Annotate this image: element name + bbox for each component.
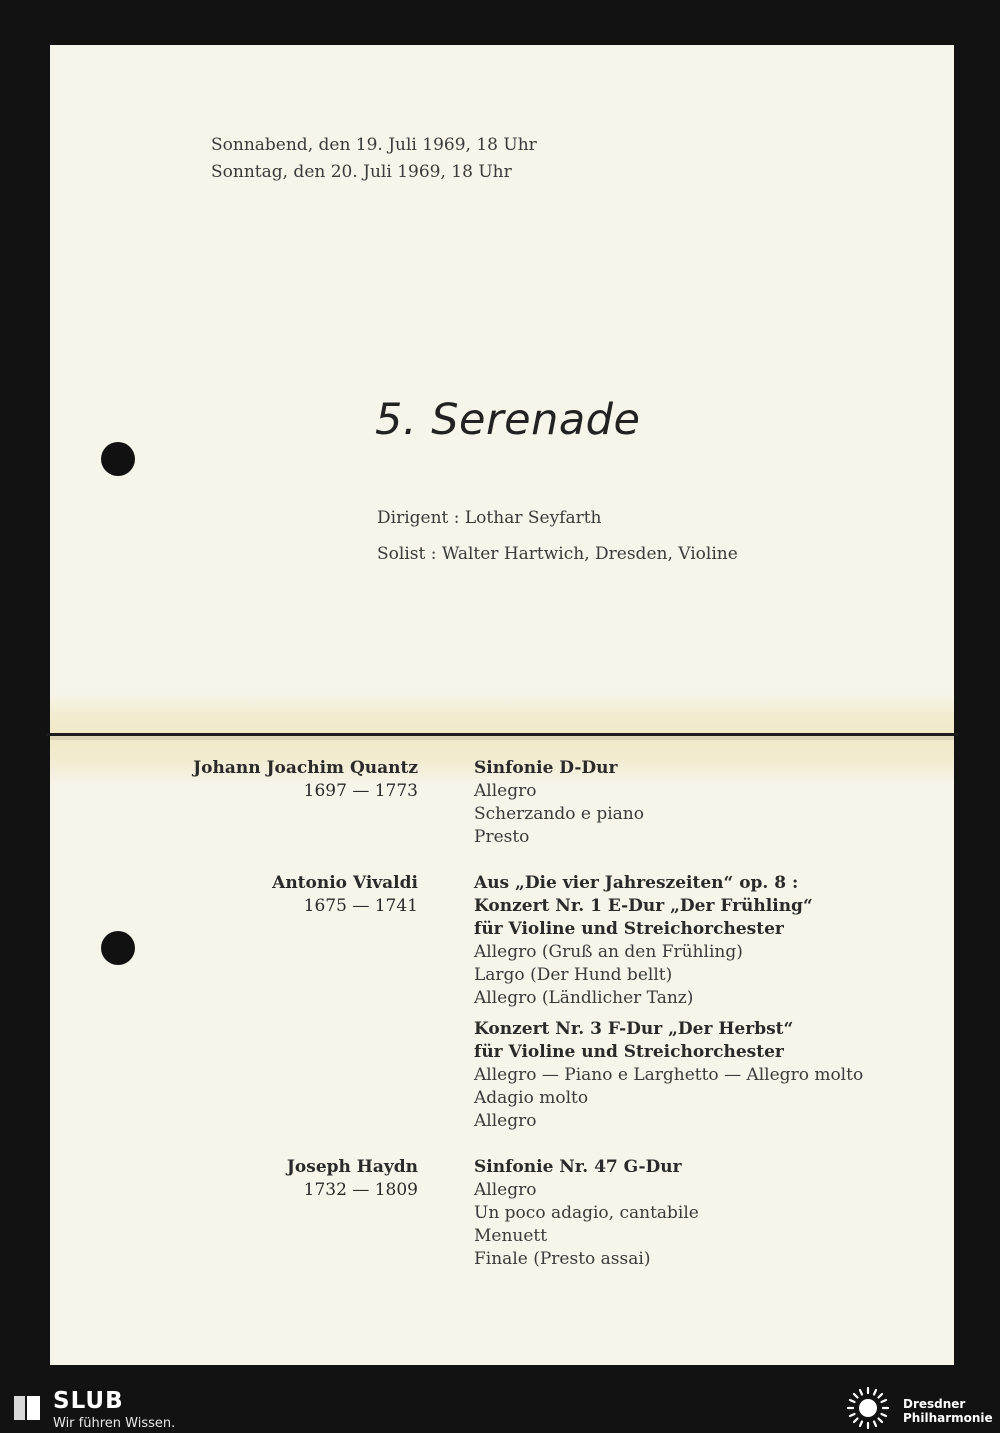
movement: Largo (Der Hund bellt) — [474, 965, 673, 985]
work-title: Sinfonie Nr. 47 G-Dur — [474, 1157, 682, 1177]
date-line: Sonnabend, den 19. Juli 1969, 18 Uhr — [211, 135, 537, 155]
library-name[interactable]: SLUB — [53, 1388, 124, 1414]
movement: Allegro — [474, 781, 537, 801]
library-tagline: Wir führen Wissen. — [53, 1416, 176, 1431]
movement: Allegro — Piano e Larghetto — Allegro molto — [474, 1065, 864, 1085]
work-title: für Violine und Streichorchester — [474, 919, 784, 939]
composer-years: 1732 — 1809 — [303, 1180, 418, 1200]
composer-haydn — [287, 1156, 418, 1202]
movement: Adagio molto — [474, 1088, 589, 1108]
concert-dates — [211, 132, 537, 186]
sunburst-logo-icon[interactable] — [840, 1383, 896, 1433]
movement: Allegro — [474, 1111, 537, 1131]
footer-bar — [0, 1383, 1000, 1433]
composer-vivaldi — [272, 872, 418, 918]
works-vivaldi-fruehling — [474, 872, 813, 1010]
movement: Finale (Presto assai) — [474, 1249, 651, 1269]
movement: Presto — [474, 827, 530, 847]
work-title: Konzert Nr. 1 E-Dur „Der Frühling“ — [474, 896, 813, 916]
works-vivaldi-herbst — [474, 1018, 863, 1133]
punch-hole-lower — [101, 931, 135, 965]
page-title: 5. Serenade — [375, 395, 641, 445]
composer-years: 1697 — 1773 — [303, 781, 418, 801]
work-title: Aus „Die vier Jahreszeiten“ op. 8 : — [474, 873, 799, 893]
fold-shadow — [50, 736, 954, 740]
slub-book-icon[interactable] — [12, 1393, 42, 1423]
works-quantz — [474, 757, 644, 849]
program-sheet — [50, 45, 954, 1365]
partner-name-line: Philharmonie — [903, 1411, 993, 1425]
work-title: Konzert Nr. 3 F-Dur „Der Herbst“ — [474, 1019, 794, 1039]
work-title: für Violine und Streichorchester — [474, 1042, 784, 1062]
composer-quantz — [193, 757, 418, 803]
partner-name-line: Dresdner — [903, 1397, 966, 1411]
movement: Allegro — [474, 1180, 537, 1200]
composer-years: 1675 — 1741 — [303, 896, 418, 916]
works-haydn — [474, 1156, 699, 1271]
soloist-credit: Solist : Walter Hartwich, Dresden, Violine — [377, 544, 738, 564]
movement: Allegro (Ländlicher Tanz) — [474, 988, 694, 1008]
date-line: Sonntag, den 20. Juli 1969, 18 Uhr — [211, 162, 512, 182]
composer-name: Antonio Vivaldi — [272, 873, 418, 893]
movement: Un poco adagio, cantabile — [474, 1203, 699, 1223]
conductor-credit: Dirigent : Lothar Seyfarth — [377, 508, 602, 528]
movement: Scherzando e piano — [474, 804, 644, 824]
partner-name[interactable] — [903, 1397, 993, 1425]
composer-name: Joseph Haydn — [286, 1157, 418, 1177]
punch-hole-upper — [101, 442, 135, 476]
movement: Allegro (Gruß an den Frühling) — [474, 942, 743, 962]
work-title: Sinfonie D-Dur — [474, 758, 618, 778]
composer-name: Johann Joachim Quantz — [193, 758, 418, 778]
movement: Menuett — [474, 1226, 548, 1246]
